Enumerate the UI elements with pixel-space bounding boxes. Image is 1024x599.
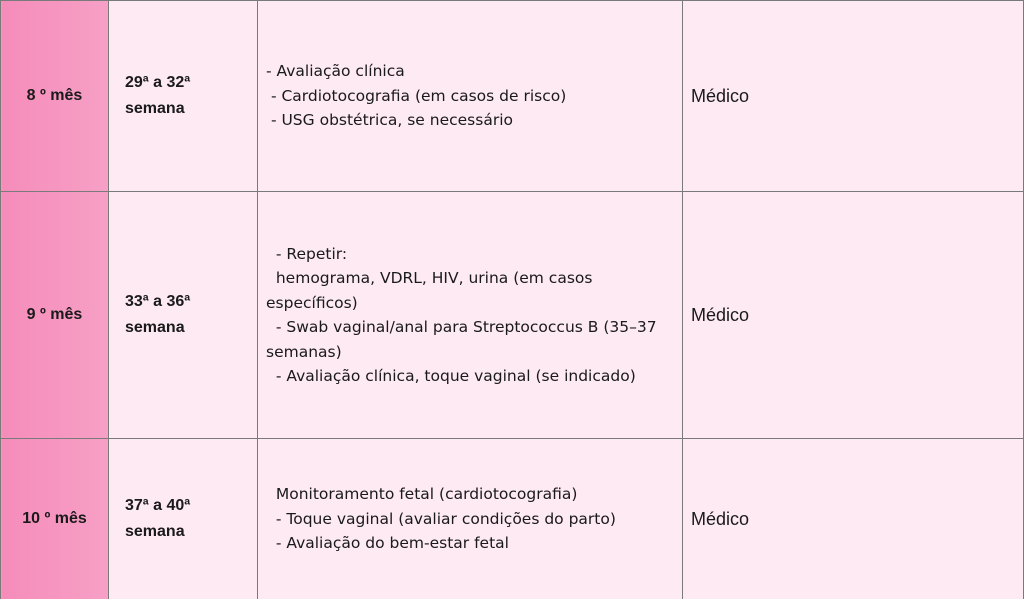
- exams-cell: Monitoramento fetal (cardiotocografia) - Toque vaginal (avaliar condições do parto) - Avaliação do bem-estar fetal: [258, 439, 683, 599]
- month-cell: 10 º mês: [1, 439, 109, 599]
- week-range: 37ª a 40ª: [125, 497, 191, 514]
- week-range-cell: [109, 192, 258, 439]
- professional-cell: Médico: [683, 1, 1024, 192]
- exams-cell: - Avaliação clínica - Cardiotocografia (em casos de risco) - USG obstétrica, se necessário: [258, 1, 683, 192]
- month-cell: 8 º mês: [1, 1, 109, 192]
- week-range-cell: [109, 1, 258, 192]
- week-label: semana: [125, 523, 185, 540]
- week-range: 33ª a 36ª: [125, 293, 191, 310]
- week-range: 29ª a 32ª: [125, 74, 191, 91]
- table-row: [1, 1, 1024, 192]
- table-row: [1, 192, 1024, 439]
- month-cell: 9 º mês: [1, 192, 109, 439]
- week-range-cell: [109, 439, 258, 599]
- professional-cell: Médico: [683, 439, 1024, 599]
- week-label: semana: [125, 319, 185, 336]
- professional-cell: Médico: [683, 192, 1024, 439]
- exams-cell: - Repetir: hemograma, VDRL, HIV, urina (em casos específicos) - Swab vaginal/anal para Streptococcus B (35–37 semanas) - Avaliação clínica, toque vaginal (se indicado): [258, 192, 683, 439]
- week-label: semana: [125, 100, 185, 117]
- table-row: [1, 439, 1024, 599]
